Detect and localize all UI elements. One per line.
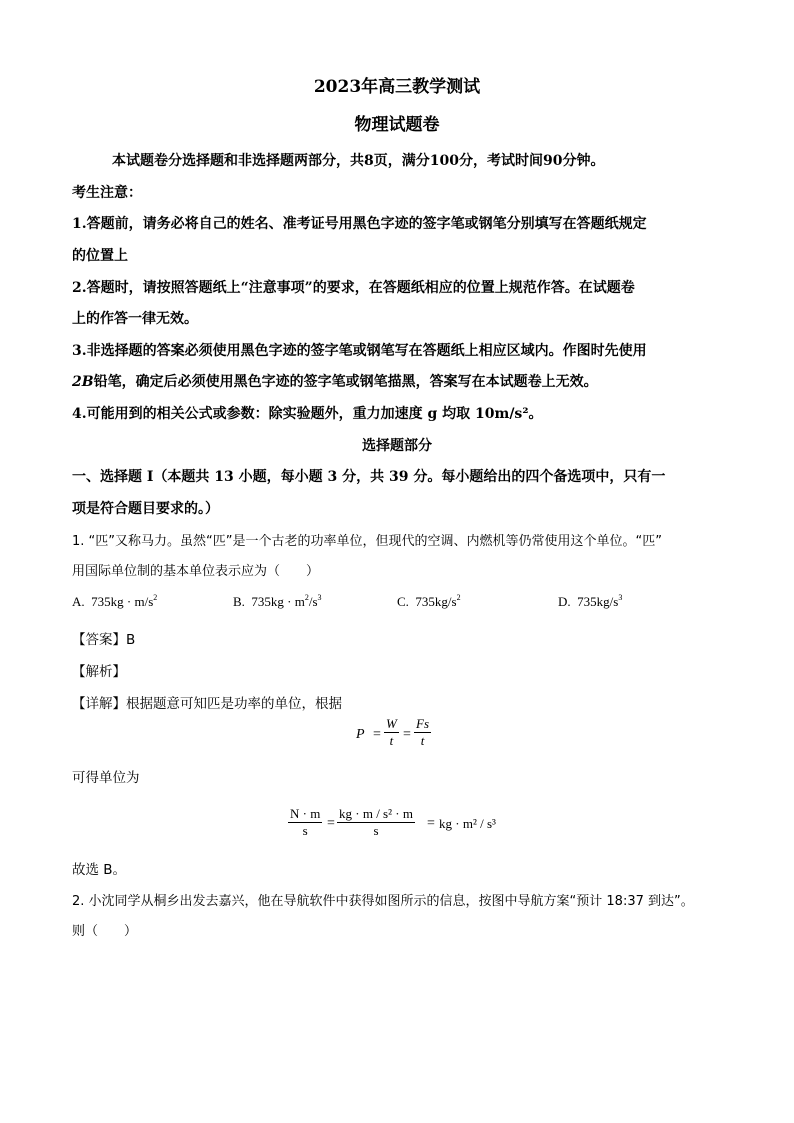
notice-line: 3.非选择题的答案必须使用黑色字迹的签字笔或钢笔写在答题纸上相应区域内。作图时先使用: [72, 343, 647, 359]
unit-result: kg · m² / s³: [439, 816, 496, 831]
answer-label: 【答案】B: [72, 632, 136, 648]
option-a: A. $735kg \cdot m/s^2$: [72, 593, 158, 609]
page-subtitle: 物理试题卷: [354, 115, 440, 135]
notice-line: 2B铅笔，确定后必须使用黑色字迹的签字笔或钢笔描黑，答案写在本试题卷上无效。: [72, 374, 598, 390]
section-instruction: 项是符合题目要求的。）: [72, 501, 219, 517]
notice-line: 上的作答一律无效。: [72, 311, 198, 327]
question-2-text: 则（ ）: [72, 924, 138, 939]
intro-text: 本试题卷分选择题和非选择题两部分，共8页，满分100分，考试时间90分钟。: [112, 153, 605, 169]
page-title: 2023年高三教学测试: [313, 77, 481, 97]
analysis-label: 【解析】: [72, 664, 126, 680]
section-title: 选择题部分: [362, 438, 432, 454]
notice-line: 2.答题时，请按照答题纸上“注意事项”的要求，在答题纸相应的位置上规范作答。在试题卷: [72, 280, 635, 296]
option-b: B. $735kg \cdot m^2/s^3$: [233, 593, 322, 609]
fraction-w-over-t: W t: [386, 716, 397, 748]
notice-line: 的位置上: [72, 248, 128, 264]
detail-text: 【详解】根据题意可知匹是功率的单位，根据: [72, 696, 342, 712]
option-c: C. $735kg/s^2$: [397, 593, 461, 609]
notice-heading: 考生注意：: [72, 185, 142, 201]
pencil-grade: 2B: [72, 374, 94, 390]
option-d: D. $735kg/s^3$: [558, 593, 623, 609]
conclusion-text: 故选 B。: [72, 862, 127, 878]
section-instruction: 一、选择题 I（本题共 13 小题，每小题 3 分，共 39 分。每小题给出的四个备选项中，只有一: [72, 469, 666, 485]
question-2-text: 2. 小沈同学从桐乡出发去嘉兴，他在导航软件中获得如图所示的信息，按图中导航方案“预计 18:37 到达”。: [72, 894, 694, 909]
fraction-fs-over-t: Fs t: [416, 716, 429, 748]
fraction-units-over-s: kg · m / s² · m s: [339, 806, 413, 838]
question-1-text: 1. “匹”又称马力。虽然“匹”是一个古老的功率单位，但现代的空调、内燃机等仍常使用这个单位。“匹”: [72, 534, 662, 549]
unit-text: 可得单位为: [72, 770, 140, 786]
notice-line: 4.可能用到的相关公式或参数：除实验题外，重力加速度 g 均取 10m/s²。: [72, 406, 543, 422]
notice-line: 1.答题前，请务必将自己的姓名、准考证号用黑色字迹的签字笔或钢笔分别填写在答题纸规定: [72, 216, 647, 232]
fraction-nm-over-s: N · m s: [290, 806, 321, 838]
question-1-text: 用国际单位制的基本单位表示应为（ ）: [72, 564, 320, 579]
